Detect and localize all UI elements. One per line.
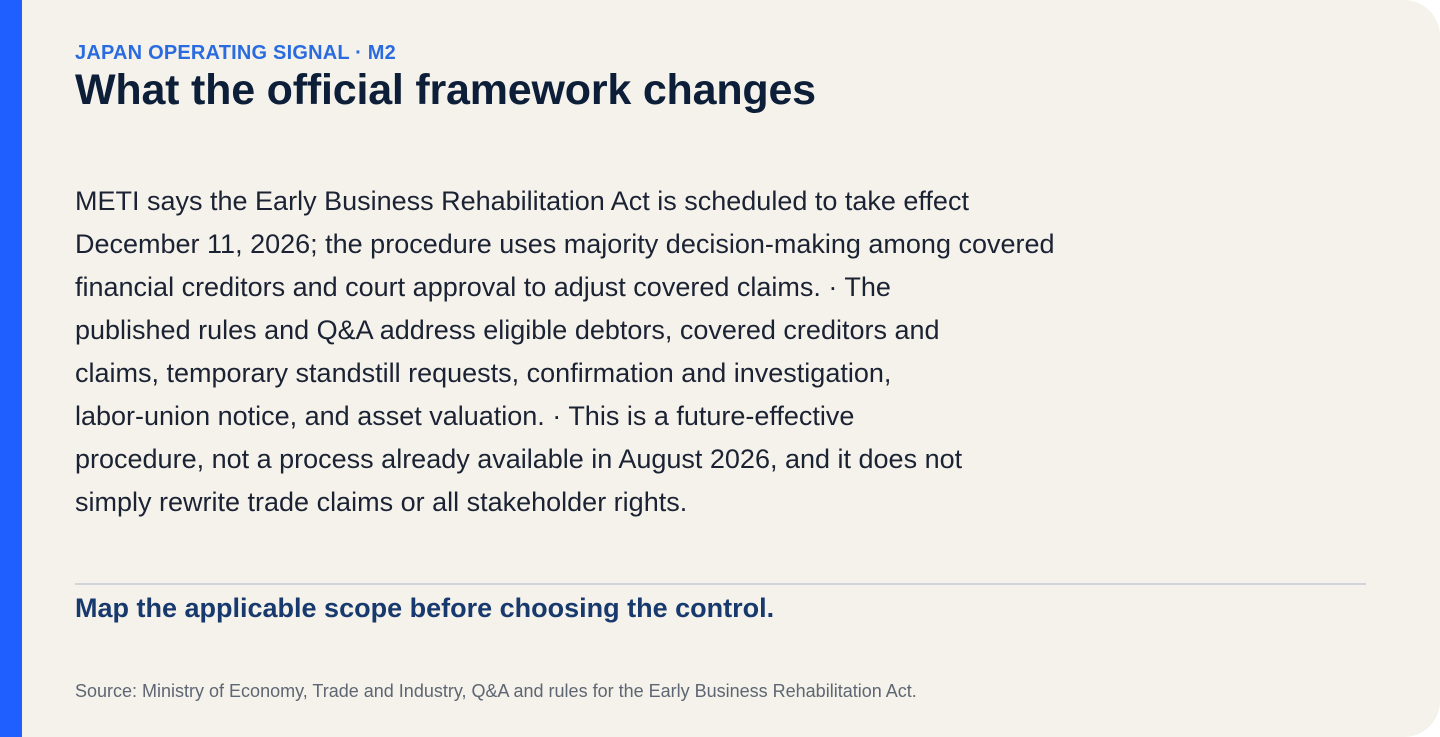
accent-bar — [0, 0, 22, 737]
body-line: claims, temporary standstill requests, confirmation and investigation, — [75, 358, 892, 388]
body-line: simply rewrite trade claims or all stakeholder rights. — [75, 487, 688, 517]
callout-text: Map the applicable scope before choosing the control. — [75, 593, 775, 623]
section-divider — [75, 583, 1366, 585]
body-line: labor-union notice, and asset valuation. · This is a future-effective — [75, 401, 855, 431]
body-line: published rules and Q&A address eligible debtors, covered creditors and — [75, 315, 940, 345]
body-line: METI says the Early Business Rehabilitation Act is scheduled to take effect — [75, 186, 969, 216]
source-note: Source: Ministry of Economy, Trade and Industry, Q&A and rules for the Early Business Rehabilitation Act. — [75, 681, 917, 701]
body-line: procedure, not a process already available in August 2026, and it does not — [75, 444, 963, 474]
page-title: What the official framework changes — [75, 66, 816, 114]
body-paragraph — [75, 180, 1185, 524]
body-line: financial creditors and court approval to adjust covered claims. · The — [75, 272, 891, 302]
eyebrow-label: JAPAN OPERATING SIGNAL · M2 — [75, 42, 396, 64]
body-line: December 11, 2026; the procedure uses majority decision-making among covered — [75, 229, 1055, 259]
